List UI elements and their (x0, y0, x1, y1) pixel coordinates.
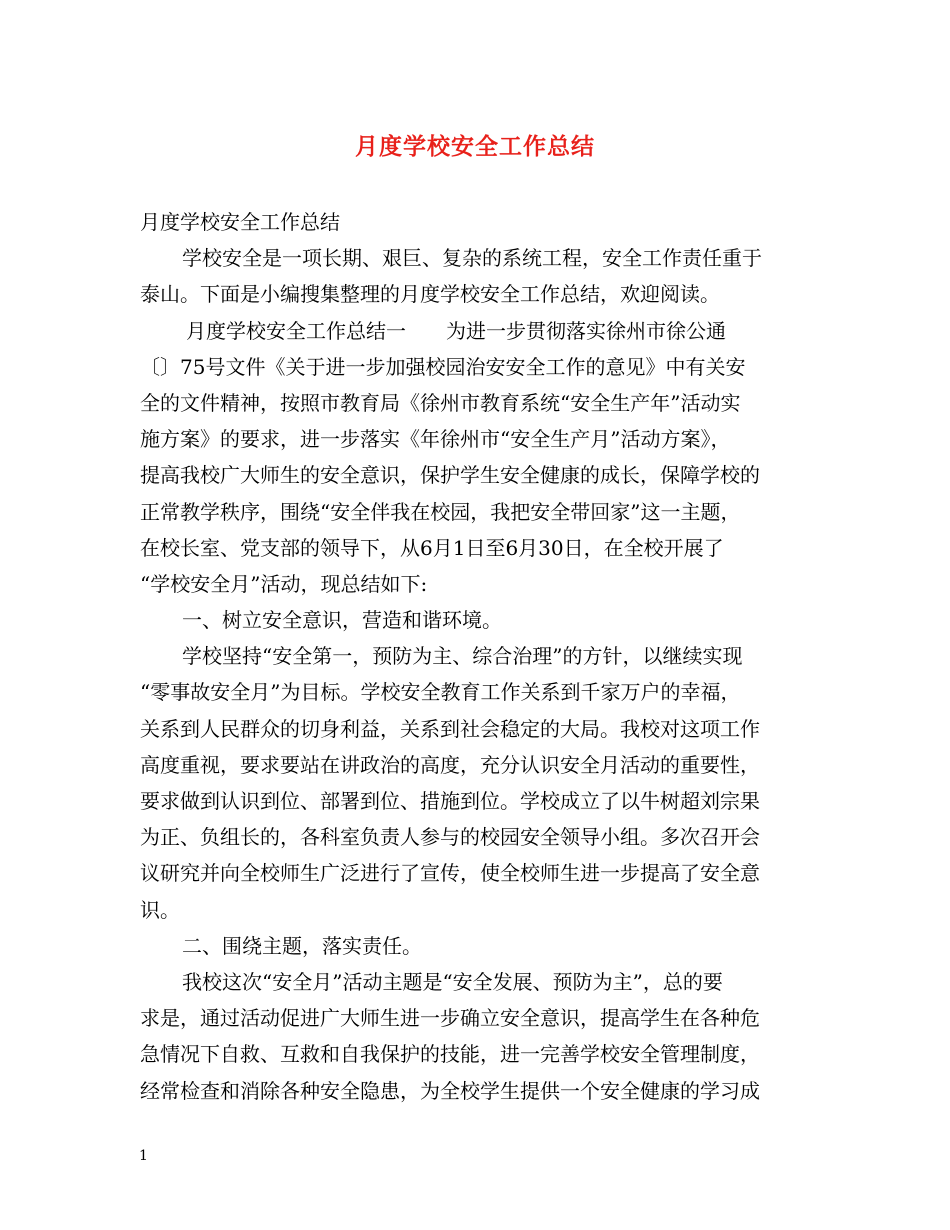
text-line: 学校坚持“安全第一，预防为主、综合治理”的方针，以继续实现 (182, 644, 743, 669)
text-line: 施方案》的要求，进一步落实《年徐州市“安全生产月”活动方案》， (140, 427, 731, 452)
document-title: 月度学校安全工作总结 (355, 133, 595, 160)
text-line: 要求做到认识到位、部署到位、措施到位。学校成立了以牛树超刘宗果 (140, 789, 760, 813)
text-line: 识。 (140, 897, 180, 922)
text-line: 〔〕75号文件《关于进一步加强校园治安安全工作的意见》中有关安 (140, 354, 746, 379)
text-line: 高度重视，要求要站在讲政治的高度，充分认识安全月活动的重要性， (140, 752, 760, 777)
text-line: 求是，通过活动促进广大师生进一步确立安全意识，提高学生在各种危 (140, 1006, 760, 1031)
section-heading: 二、围绕主题，落实责任。 (182, 933, 422, 958)
text-line: 经常检查和消除各种安全隐患，为全校学生提供一个安全健康的学习成 (140, 1078, 760, 1103)
text-line: 泰山。下面是小编搜集整理的月度学校安全工作总结，欢迎阅读。 (140, 282, 720, 307)
text-line: 关系到人民群众的切身利益，关系到社会稳定的大局。我校对这项工作 (140, 716, 760, 741)
text-line: 学校安全是一项长期、艰巨、复杂的系统工程，安全工作责任重于 (182, 246, 762, 271)
text-line: 为正、负组长的，各科室负责人参与的校园安全领导小组。多次召开会 (140, 825, 760, 850)
text-line: 全的文件精神，按照市教育局《徐州市教育系统“安全生产年”活动实 (140, 390, 741, 415)
text-line: 我校这次“安全月”活动主题是“安全发展、预防为主”，总的要 (182, 969, 723, 994)
text-line: 在校长室、党支部的领导下，从6月1日至6月30日，在全校开展了 (140, 535, 724, 560)
section-heading: 一、树立安全意识，营造和谐环境。 (182, 608, 502, 633)
text-line: 议研究并向全校师生广泛进行了宣传，使全校师生进一步提高了安全意 (140, 861, 760, 886)
text-line: 急情况下自救、互救和自我保护的技能，进一完善学校安全管理制度， (140, 1042, 760, 1067)
text-line: 月度学校安全工作总结一 为进一步贯彻落实徐州市徐公通 (186, 318, 726, 343)
text-line: 正常教学秩序，围绕“安全伴我在校园，我把安全带回家”这一主题， (140, 499, 741, 524)
text-line: 月度学校安全工作总结 (140, 210, 340, 234)
text-line: 提高我校广大师生的安全意识，保护学生安全健康的成长，保障学校的 (140, 463, 760, 488)
text-line: “学校安全月”活动，现总结如下: (140, 571, 428, 596)
text-line: “零事故安全月”为目标。学校安全教育工作关系到千家万户的幸福， (140, 680, 741, 705)
page-number: 1 (139, 1148, 148, 1164)
document-body (140, 206, 812, 1111)
